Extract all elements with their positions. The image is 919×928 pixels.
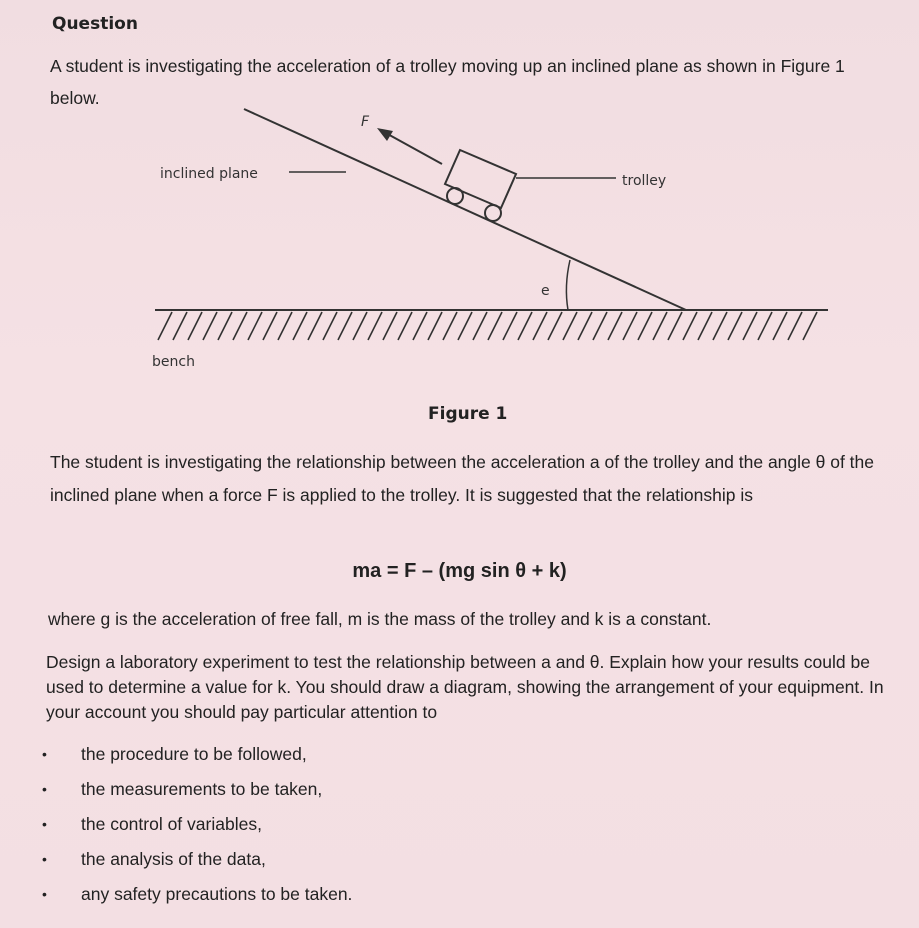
hatch-mark [503,312,517,340]
force-arrowhead [377,128,393,141]
hatch-mark [353,312,367,340]
force-label: F [361,114,370,130]
bench-label: bench [152,354,195,370]
hatch-mark [698,312,712,340]
trolley-wheel-rear [485,205,501,221]
hatch-mark [743,312,757,340]
hatch-mark [488,312,502,340]
list-item: • the procedure to be followed, [42,740,352,775]
inclined-plane-line [244,109,686,310]
hatch-mark [623,312,637,340]
hatch-mark [593,312,607,340]
hatch-mark [758,312,772,340]
hatch-mark [608,312,622,340]
hatch-mark [443,312,457,340]
hatch-mark [233,312,247,340]
hatch-mark [383,312,397,340]
hatch-mark [203,312,217,340]
intro-text: A student is investigating the acceleration of a trolley moving up an inclined plane as shown in Figure 1 below. [50,56,845,108]
hatch-mark [518,312,532,340]
bench-hatching [158,312,817,340]
hatch-mark [713,312,727,340]
attention-list [42,740,352,915]
relationship-paragraph: The student is investigating the relationship between the acceleration a of the trolley and the angle θ of the inclined plane when a force F is applied to the trolley. It is suggested that the relationship is [50,452,875,505]
hatch-mark [653,312,667,340]
list-item: • any safety precautions to be taken. [42,880,352,915]
list-item: • the analysis of the data, [42,845,352,880]
hatch-mark [308,312,322,340]
hatch-mark [458,312,472,340]
hatch-mark [218,312,232,340]
design-instructions: Design a laboratory experiment to test the relationship between a and θ. Explain how your results could be used to determine a value for k. You should draw a diagram, showing the arrangement of your equipment. In your account you should pay particular attention to [46,652,884,722]
hatch-mark [413,312,427,340]
hatch-mark [578,312,592,340]
hatch-mark [428,312,442,340]
trolley-wheel-front [447,188,463,204]
hatch-mark [293,312,307,340]
list-item: • the control of variables, [42,810,352,845]
hatch-mark [368,312,382,340]
hatch-mark [548,312,562,340]
hatch-mark [533,312,547,340]
list-item: • the measurements to be taken, [42,775,352,810]
hatch-mark [773,312,787,340]
angle-arc [566,260,570,310]
hatch-mark [188,312,202,340]
hatch-mark [158,312,172,340]
figure-1-diagram [0,100,919,400]
figure-caption: Figure 1 [428,404,508,424]
hatch-mark [473,312,487,340]
hatch-mark [263,312,277,340]
hatch-mark [788,312,802,340]
hatch-mark [683,312,697,340]
hatch-mark [248,312,262,340]
relationship-equation: ma = F – (mg sin θ + k) [352,560,567,582]
hatch-mark [323,312,337,340]
trolley-label: trolley [622,173,667,189]
trolley-body [445,150,516,208]
force-arrow [384,132,442,164]
angle-label: e [541,283,550,299]
variable-definitions: where g is the acceleration of free fall, m is the mass of the trolley and k is a constant. [48,609,712,629]
hatch-mark [278,312,292,340]
hatch-mark [668,312,682,340]
hatch-mark [398,312,412,340]
hatch-mark [173,312,187,340]
hatch-mark [638,312,652,340]
hatch-mark [338,312,352,340]
hatch-mark [728,312,742,340]
inclined-plane-label: inclined plane [160,166,258,182]
question-heading: Question [52,14,138,34]
hatch-mark [803,312,817,340]
hatch-mark [563,312,577,340]
